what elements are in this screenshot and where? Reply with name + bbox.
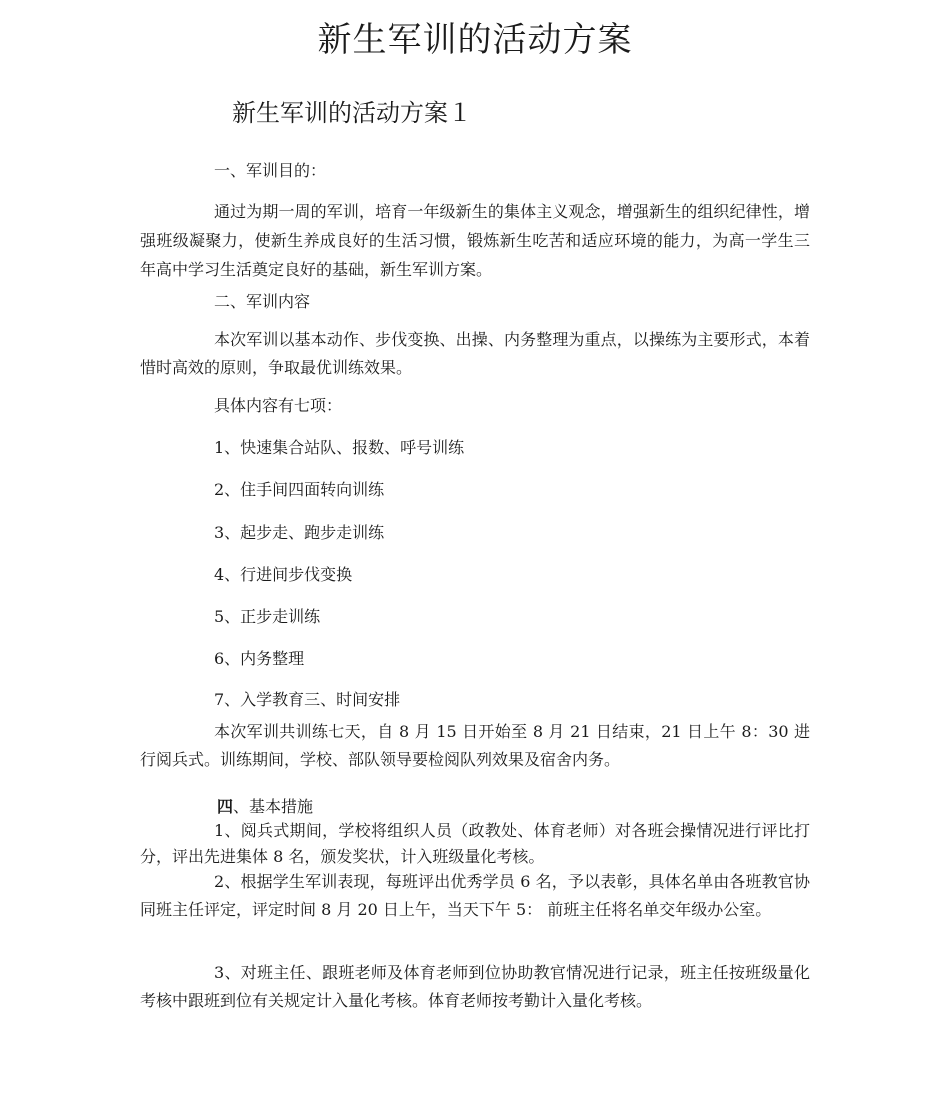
section-heading-content: 二、军训内容 [214,292,311,311]
list-item: 4、行进间步伐变换 [214,565,353,584]
section-heading-purpose: 一、军训目的： [214,161,327,180]
document-subtitle: 新生军训的活动方案１ [232,99,472,127]
list-item: 3、起步走、跑步走训练 [214,523,385,542]
paragraph-content: 本次军训以基本动作、步伐变换、出操、内务整理为重点，以操练为主要形式，本着惜时高效的原则，争取最优训练效果。 [140,330,810,377]
paragraph-measure-1: 1、阅兵式期间，学校将组织人员（政教处、体育老师）对各班会操情况进行评比打分，评出先进集体 8 名，颁发奖状，计入班级量化考核。 [140,821,810,866]
list-item: 1、快速集合站队、报数、呼号训练 [214,438,465,457]
paragraph-schedule: 本次军训共训练七天，自 8 月 15 日开始至 8 月 21 日结束，21 日上午 8：30 进行阅兵式。训练期间，学校、部队领导要检阅队列效果及宿舍内务。 [140,722,810,769]
measures-heading-label: 、基本措施 [233,797,314,816]
paragraph-measure-3: 3、对班主任、跟班老师及体育老师到位协助教官情况进行记录，班主任按班级量化考核中跟班到位有关规定计入量化考核。体育老师按考勤计入量化考核。 [140,963,810,1010]
paragraph-purpose: 通过为期一周的军训，培育一年级新生的集体主义观念，增强新生的组织纪律性，增强班级凝聚力，使新生养成良好的生活习惯，锻炼新生吃苦和适应环境的能力，为高一学生三年高中学习生活奠定良好的基础，新生军训方案。 [140,202,810,279]
items-intro: 具体内容有七项： [214,396,343,415]
section-heading-measures [217,797,313,817]
list-item: 6、内务整理 [214,649,305,668]
list-item: 7、入学教育三、时间安排 [214,690,401,709]
paragraph-measure-2: 2、根据学生军训表现，每班评出优秀学员 6 名，予以表彰，具体名单由各班教官协同班主任评定，评定时间 8 月 20 日上午，当天下午 5： 前班主任将名单交年级办公室。 [140,872,810,919]
measures-heading-number: 四 [217,797,234,816]
document-title: 新生军训的活动方案 [317,20,633,60]
list-item: 5、正步走训练 [214,607,321,626]
list-item: 2、住手间四面转向训练 [214,480,385,499]
